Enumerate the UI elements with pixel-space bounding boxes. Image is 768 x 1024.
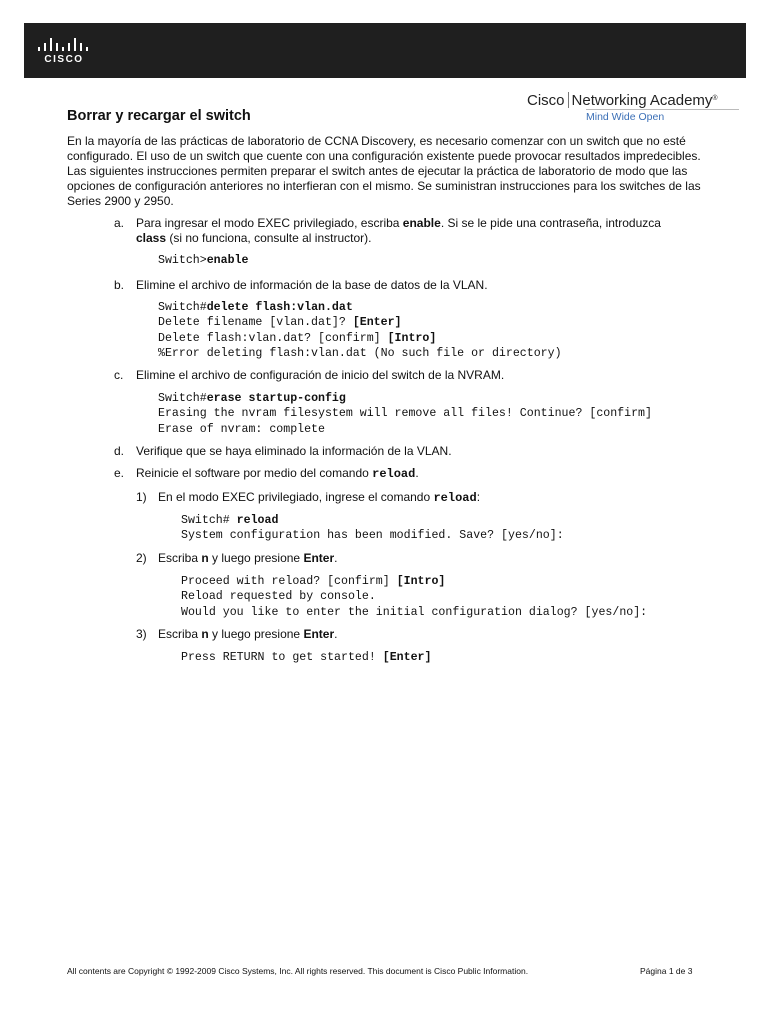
page-title: Borrar y recargar el switch xyxy=(67,108,251,124)
step-e2-text: Escriba n y luego presione Enter. xyxy=(158,551,338,565)
code-step-a: Switch>enable xyxy=(158,254,249,267)
step-e xyxy=(114,466,714,481)
footer-page-number: Página 1 de 3 xyxy=(640,966,693,976)
intro-paragraph: En la mayoría de las prácticas de laboratorio de CCNA Discovery, es necesario comenzar con un switch que no esté configurado. El uso de un switch que cuente con una configuración existente puede provocar resultados impredecibles. Las siguientes instrucciones permiten preparar el switch antes de ejecutar la práctica de laboratorio de modo que las opciones de configuración anteriores no interfieran con el mismo. Se suministran instrucciones para los switches de las Series 2900 y 2950. xyxy=(67,134,701,208)
step-b xyxy=(114,278,714,293)
step-c-label: c. xyxy=(114,368,124,382)
step-a-line1: Para ingresar el modo EXEC privilegiado, escriba enable. Si se le pide una contraseña, introduzca xyxy=(136,216,661,230)
step-e3 xyxy=(136,627,716,642)
step-e2-label: 2) xyxy=(136,551,147,565)
step-e1 xyxy=(136,490,716,505)
academy-tagline: Mind Wide Open xyxy=(586,109,739,123)
step-e1-label: 1) xyxy=(136,490,147,504)
code-step-e2: Proceed with reload? [confirm] [Intro] Reload requested by console. Would you like to enter the initial configuration dialog? [yes/no]: xyxy=(181,575,648,619)
step-c xyxy=(114,368,714,383)
code-step-e3: Press RETURN to get started! [Enter] xyxy=(181,651,432,664)
code-step-c: Switch#erase startup-config Erasing the nvram filesystem will remove all files! Continue? [confirm] Erase of nvram: complete xyxy=(158,392,652,436)
step-c-text: Elimine el archivo de configuración de inicio del switch de la NVRAM. xyxy=(136,368,505,382)
step-a-line2: class (si no funciona, consulte al instructor). xyxy=(136,231,372,245)
step-a xyxy=(114,216,714,246)
step-e3-text: Escriba n y luego presione Enter. xyxy=(158,627,338,641)
code-step-e1: Switch# reload System configuration has been modified. Save? [yes/no]: xyxy=(181,514,564,543)
cisco-logo xyxy=(38,37,90,65)
step-d xyxy=(114,444,714,459)
header-bar xyxy=(24,23,746,78)
step-e2 xyxy=(136,551,716,566)
cisco-bars-icon xyxy=(38,37,90,51)
step-b-text: Elimine el archivo de información de la base de datos de la VLAN. xyxy=(136,278,488,292)
code-step-b: Switch#delete flash:vlan.dat Delete filename [vlan.dat]? [Enter] Delete flash:vlan.dat? [confirm] [Intro] %Error deleting flash:vlan.dat (No such file or directory) xyxy=(158,301,562,360)
step-e-text: Reinicie el software por medio del comando reload. xyxy=(136,466,419,481)
networking-academy-logo: Cisco Networking Academy® Mind Wide Open xyxy=(527,92,739,123)
academy-logo-name: Networking Academy xyxy=(571,92,713,109)
step-b-label: b. xyxy=(114,278,125,292)
step-d-text: Verifique que se haya eliminado la información de la VLAN. xyxy=(136,444,452,458)
step-e1-text: En el modo EXEC privilegiado, ingrese el comando reload: xyxy=(158,490,481,505)
cisco-wordmark: CISCO xyxy=(44,54,84,65)
step-e3-label: 3) xyxy=(136,627,147,641)
academy-logo-cisco: Cisco xyxy=(527,92,565,109)
step-e-label: e. xyxy=(114,466,125,480)
footer-copyright: All contents are Copyright © 1992-2009 Cisco Systems, Inc. All rights reserved. This document is Cisco Public Information. xyxy=(67,966,529,976)
step-a-label: a. xyxy=(114,216,125,230)
step-d-label: d. xyxy=(114,444,125,458)
